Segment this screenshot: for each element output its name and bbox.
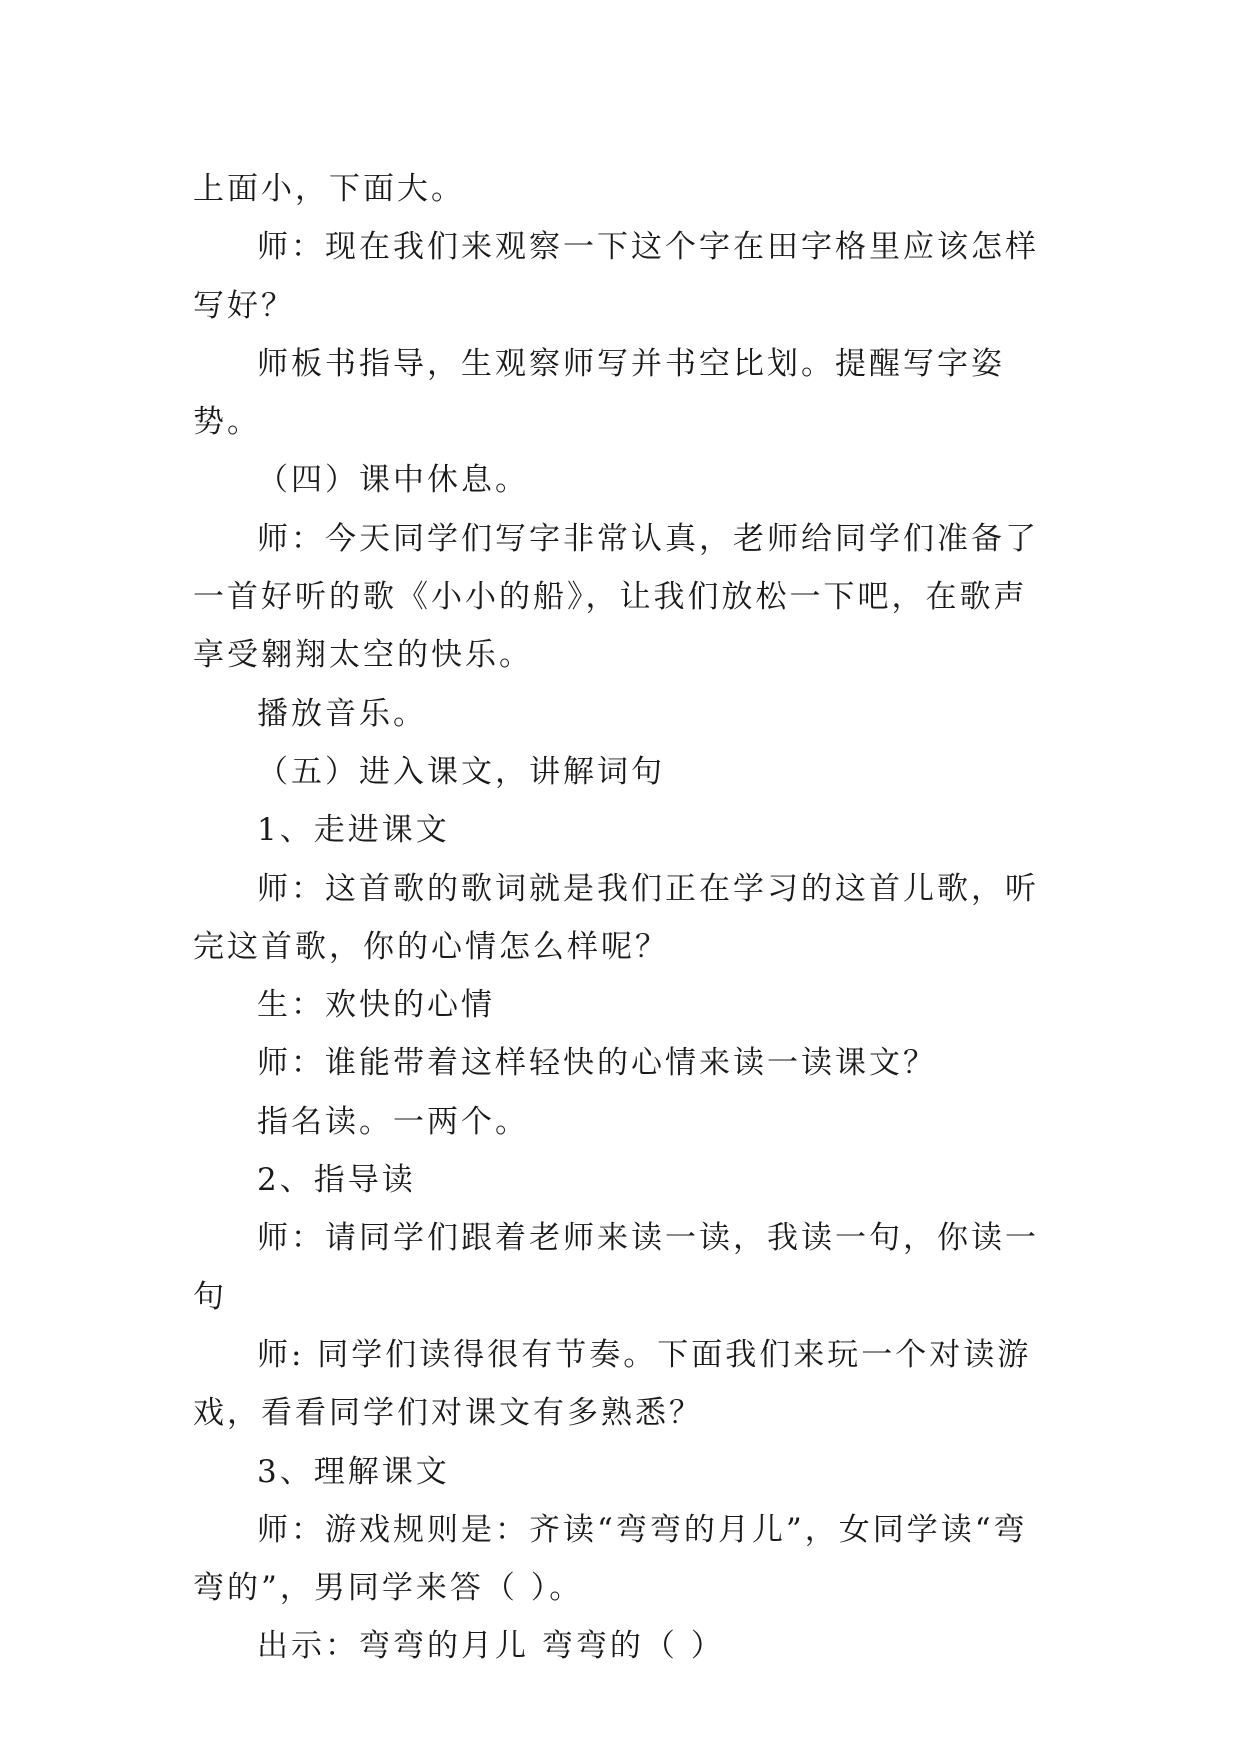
paragraph: 师：谁能带着这样轻快的心情来读一读课文？	[257, 1045, 937, 1082]
paragraph: 师: 同学们读得很有节奏。下面我们来玩一个对读游戏，看看同学们对课文有多熟悉？	[193, 1336, 1032, 1432]
paragraph: 播放音乐。	[257, 695, 427, 732]
paragraph: 师：今天同学们写字非常认真，老师给同学们准备了一首好听的歌《小小的船》，让我们放松一下吧，在歌声享受翱翔太空的快乐。	[193, 520, 1039, 674]
paragraph: 师：现在我们来观察一下这个字在田字格里应该怎样写好？	[193, 229, 1039, 324]
document-body	[193, 160, 1058, 1676]
paragraph: 师：游戏规则是：齐读“弯弯的月儿”，女同学读“弯弯的”，男同学来答（ ）。	[193, 1511, 1028, 1607]
subsection-heading: 2、指导读	[257, 1162, 416, 1199]
paragraph: 出示：弯弯的月儿 弯弯的（ ）	[257, 1628, 725, 1665]
paragraph: 师板书指导，生观察师写并书空比划。提醒写字姿势。	[193, 345, 1005, 441]
section-heading: （四）课中休息。	[257, 462, 529, 499]
paragraph: 生：欢快的心情	[257, 987, 495, 1024]
paragraph: 指名读。一两个。	[257, 1103, 529, 1140]
paragraph: 师：请同学们跟着老师来读一读，我读一句，你读一句	[193, 1220, 1039, 1315]
paragraph: 上面小，下面大。	[193, 171, 465, 207]
subsection-heading: 3、理解课文	[257, 1453, 450, 1490]
paragraph: 师：这首歌的歌词就是我们正在学习的这首儿歌，听完这首歌，你的心情怎么样呢？	[193, 870, 1039, 965]
subsection-heading: 1、走进课文	[257, 812, 450, 849]
section-heading: （五）进入课文，讲解词句	[257, 753, 665, 790]
